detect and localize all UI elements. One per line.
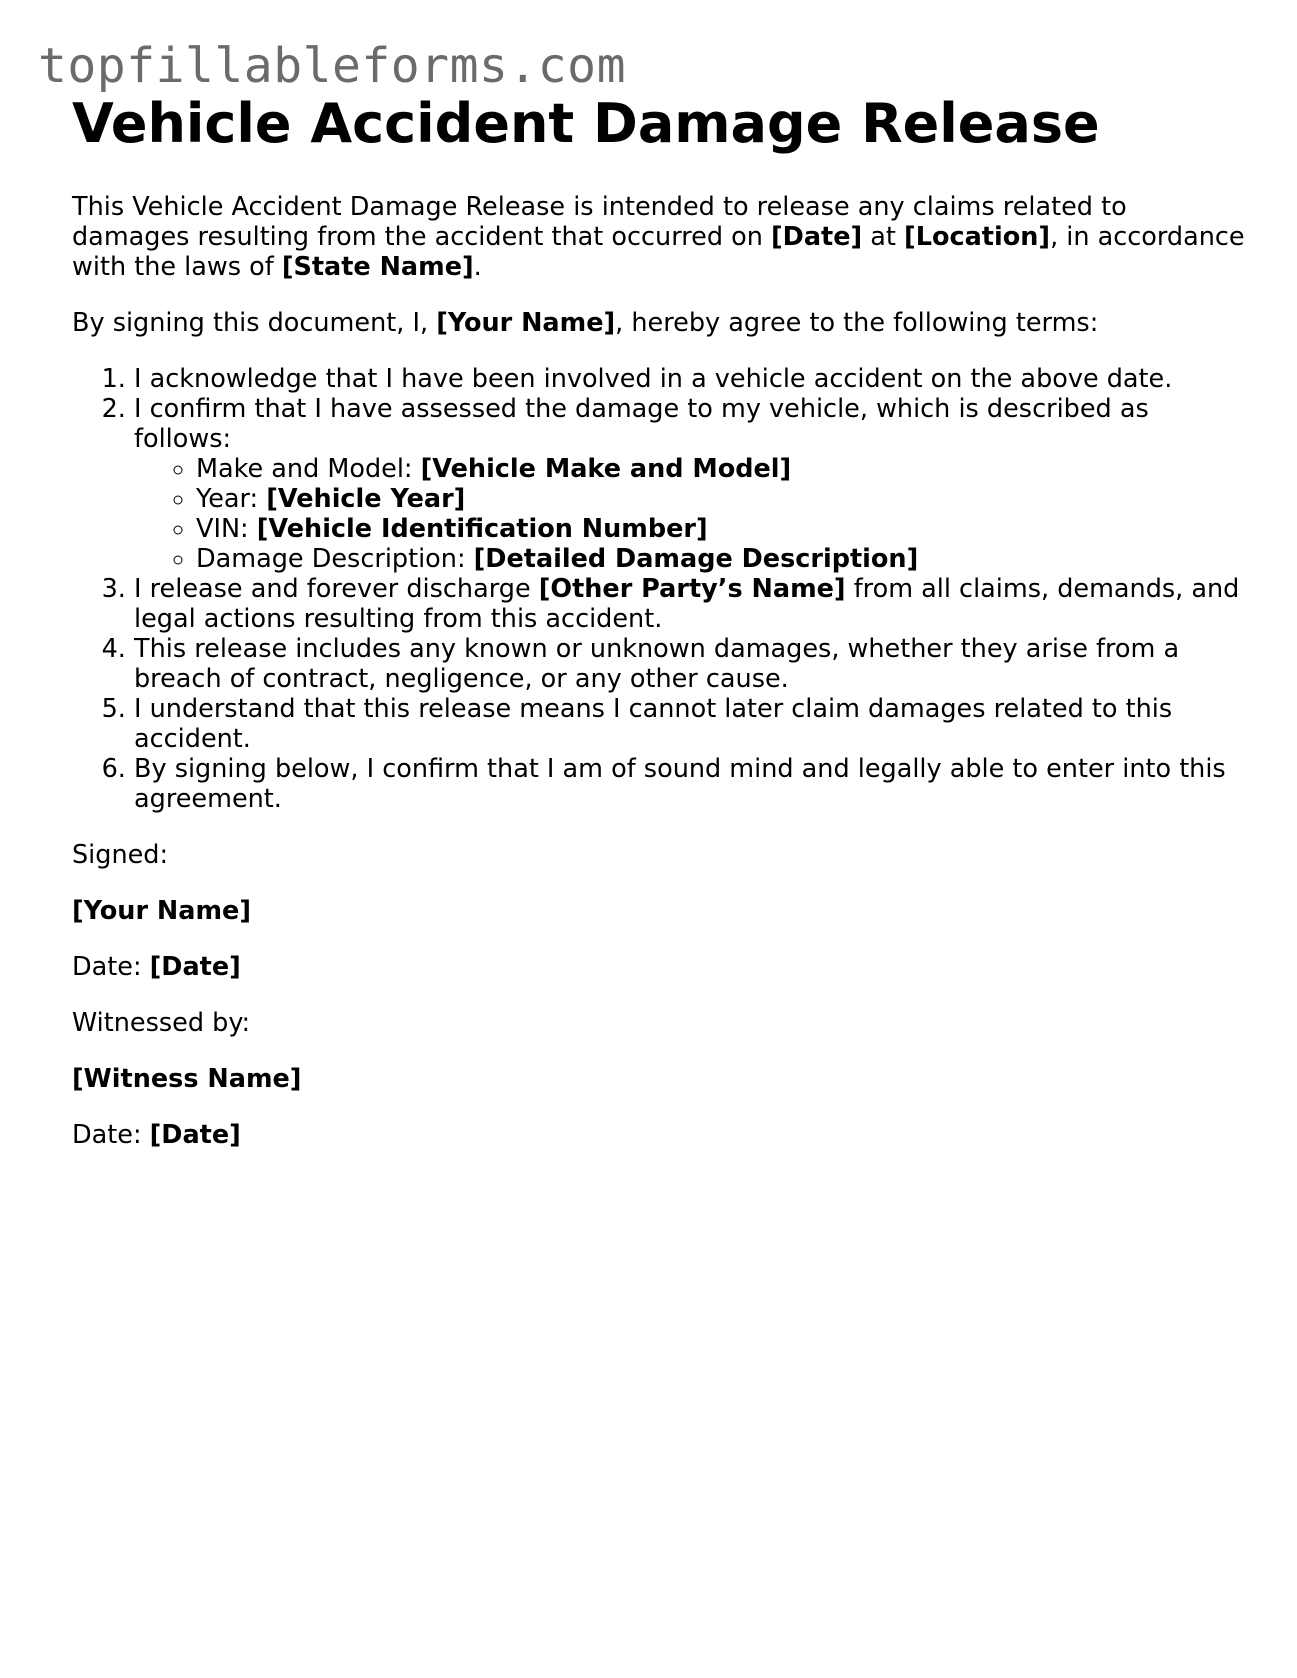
vehicle-details-list [134, 454, 1252, 574]
witness-date: Date: [Date] [72, 1120, 241, 1150]
document [72, 92, 1252, 1176]
other-party-placeholder: [Other Party’s Name] [538, 574, 846, 604]
signer-date: Date: [Date] [72, 952, 241, 982]
terms-list [72, 364, 1252, 814]
vehicle-year: ◦ Year: [Vehicle Year] [196, 484, 1252, 514]
your-name-placeholder: [Your Name] [436, 308, 616, 338]
page-title: Vehicle Accident Damage Release [72, 92, 1100, 155]
term-item-2: 2. I confirm that I have assessed the damage to my vehicle, which is described as follows: ◦ Make and Model: [Vehicle Make and Model] ◦ Year: [Vehicle Year] ◦ VIN: [Vehicle Identification Number] ◦ Damage Description: [Detailed Damage Description] [134, 394, 1252, 574]
witness-name: [Witness Name] [72, 1064, 302, 1094]
vehicle-make-model: ◦ Make and Model: [Vehicle Make and Model] [196, 454, 1252, 484]
term-item-1: 1. I acknowledge that I have been involved in a vehicle accident on the above date. [134, 364, 1252, 394]
state-placeholder: [State Name] [281, 252, 474, 282]
term-item-6: 6. By signing below, I confirm that I am of sound mind and legally able to enter into this agreement. [134, 754, 1252, 814]
agreement-paragraph: By signing this document, I, [Your Name], hereby agree to the following terms: [72, 308, 1099, 338]
term-item-3: 3. I release and forever discharge [Other Party’s Name] from all claims, demands, and legal actions resulting from this accident. [134, 574, 1252, 634]
location-placeholder: [Location] [904, 222, 1051, 252]
witnessed-label: Witnessed by: [72, 1008, 251, 1038]
signed-label: Signed: [72, 840, 169, 870]
signer-name: [Your Name] [72, 896, 251, 926]
accident-date-placeholder: [Date] [771, 222, 863, 252]
intro-paragraph: This Vehicle Accident Damage Release is intended to release any claims related to damages resulting from the accident that occurred on [Date] at [Location], in accordance with the laws of [State Name]. [72, 192, 1245, 282]
term-item-5: 5. I understand that this release means I cannot later claim damages related to this accident. [134, 694, 1252, 754]
term-item-4: 4. This release includes any known or unknown damages, whether they arise from a breach of contract, negligence, or any other cause. [134, 634, 1252, 694]
vehicle-vin: ◦ VIN: [Vehicle Identification Number] [196, 514, 1252, 544]
damage-description: ◦ Damage Description: [Detailed Damage Description] [196, 544, 1252, 574]
watermark-text: topfillableforms.com [38, 38, 626, 94]
